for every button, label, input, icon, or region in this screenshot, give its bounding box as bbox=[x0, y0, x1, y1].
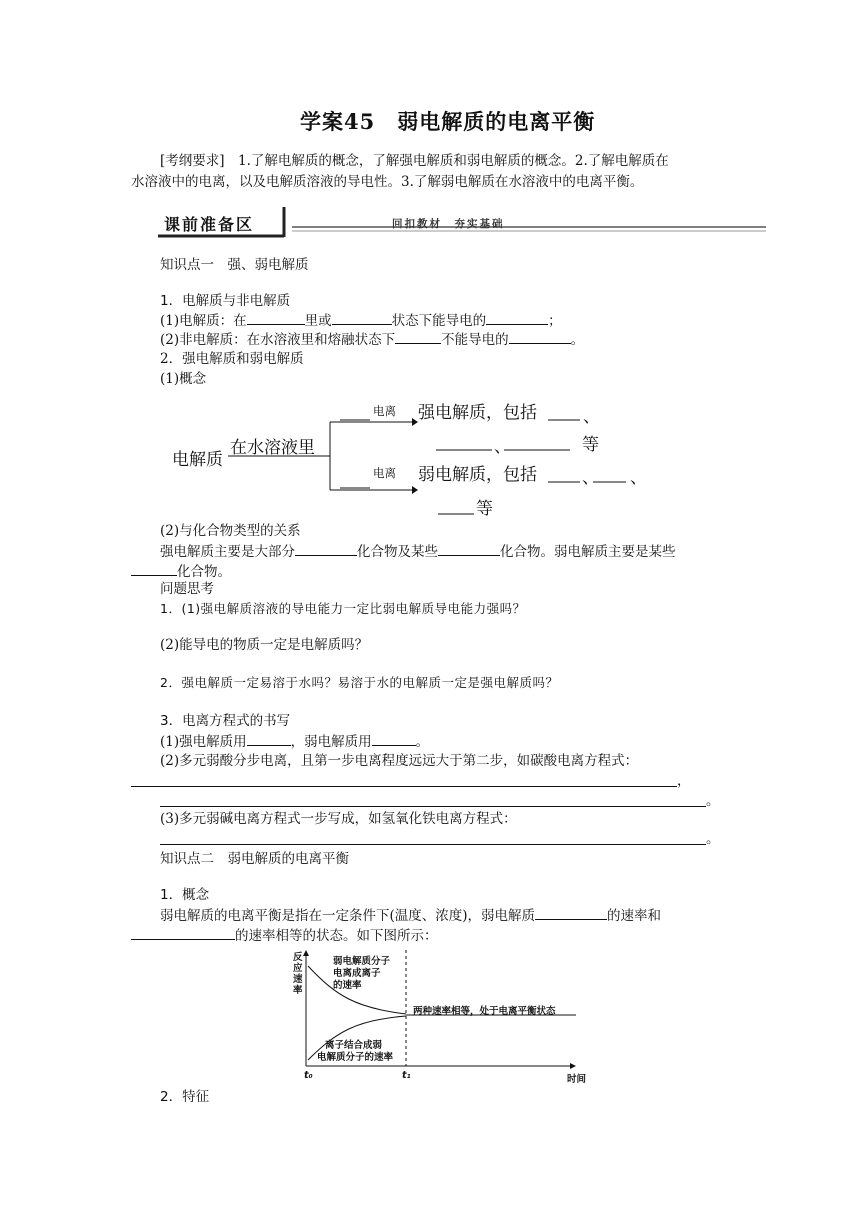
heading-concept: 1．概念 bbox=[160, 887, 210, 903]
heading-strong-weak: 2．强电解质和弱电解质 bbox=[160, 351, 304, 367]
diagram-sep: 、 bbox=[630, 468, 647, 488]
concept-part-c: 的速率相等的状态。如下图所示： bbox=[235, 928, 438, 944]
diagram-sep: 、 bbox=[583, 407, 600, 427]
heading-features: 2．特征 bbox=[160, 1089, 210, 1105]
blank-input[interactable] bbox=[395, 330, 441, 344]
item-nonelectrolyte bbox=[160, 330, 584, 349]
eq1-part-b: ，弱电解质用 bbox=[290, 734, 372, 750]
item1-part-b: 里或 bbox=[304, 313, 332, 329]
question-2: 2．强电解质一定易溶于水吗？易溶于水的电解质一定是强电解质吗？ bbox=[160, 675, 559, 690]
graph-t1: t₁ bbox=[402, 1070, 411, 1081]
eq1-part-c: 。 bbox=[415, 734, 430, 750]
concept-part-b: 的速率和 bbox=[607, 908, 662, 924]
diagram-root: 电解质 bbox=[172, 450, 223, 470]
concept-part-a: 弱电解质的电离平衡是指在一定条件下(温度、浓度)，弱电解质 bbox=[160, 908, 536, 924]
blank-input[interactable] bbox=[247, 311, 305, 325]
blank-input[interactable] bbox=[295, 542, 357, 556]
concept-label: (1)概念 bbox=[160, 371, 207, 387]
question-1a: 1．(1)强电解质溶液的导电能力一定比弱电解质导电能力强吗？ bbox=[160, 601, 526, 616]
heading-electrolyte: 1．电解质与非电解质 bbox=[160, 293, 291, 309]
diagram-etc: 等 bbox=[582, 435, 599, 455]
blank-input[interactable] bbox=[372, 732, 416, 746]
equation-3: (3)多元弱碱电离方程式一步写成，如氢氧化铁电离方程式： bbox=[160, 811, 517, 827]
graph-lower-label-1: 离子结合成弱 bbox=[325, 1040, 383, 1051]
graph-lower-label-2: 电解质分子的速率 bbox=[317, 1052, 394, 1063]
blank-input[interactable] bbox=[131, 562, 177, 576]
section2-title: 知识点二 弱电解质的电离平衡 bbox=[160, 851, 349, 867]
diagram-ionize-top: 电离 bbox=[373, 404, 396, 418]
intro-line-2: 水溶液中的电离，以及电解质溶液的导电性。3.了解弱电解质在水溶液中的电离平衡。 bbox=[131, 174, 644, 190]
relation-part-b: 化合物及某些 bbox=[357, 544, 438, 560]
diagram-strong: 强电解质，包括 bbox=[418, 403, 537, 423]
blank-input[interactable] bbox=[131, 926, 235, 940]
equation-2: (2)多元弱酸分步电离，且第一步电离程度远远大于第二步，如碳酸电离方程式： bbox=[160, 753, 639, 769]
graph-equilibrium-label: 两种速率相等，处于电离平衡状态 bbox=[413, 1006, 556, 1017]
intro-line-1: [考纲要求] 1.了解电解质的概念，了解强电解质和弱电解质的概念。2.了解电解质在 bbox=[160, 153, 669, 169]
equation-1 bbox=[160, 732, 429, 751]
item-electrolyte bbox=[160, 311, 562, 330]
question-1b: (2)能导电的物质一定是电解质吗？ bbox=[160, 637, 369, 653]
eq1-part-a: (1)强电解质用 bbox=[160, 734, 247, 750]
period: 。 bbox=[706, 831, 720, 847]
relation-part-c: 化合物。弱电解质主要是某些 bbox=[500, 544, 676, 560]
item1-part-c: 状态下能导电的 bbox=[391, 313, 487, 329]
diagram-etc: 等 bbox=[476, 499, 493, 519]
blank-input[interactable] bbox=[535, 906, 607, 920]
relation-part-d: 化合物。 bbox=[177, 564, 231, 580]
page-title: 学案45 弱电解质的电离平衡 bbox=[300, 109, 596, 134]
period: 。 bbox=[706, 793, 720, 809]
concept-line-1 bbox=[160, 906, 661, 925]
diagram-sep: 、 bbox=[582, 468, 599, 488]
diagram-weak: 弱电解质，包括 bbox=[418, 465, 537, 485]
banner-subtitle: 回扣教材 夯实基础 bbox=[392, 218, 505, 230]
relation-part-a: 强电解质主要是大部分 bbox=[160, 544, 295, 560]
blank-input[interactable] bbox=[438, 542, 500, 556]
blank-input[interactable] bbox=[486, 311, 548, 325]
answer-line[interactable] bbox=[160, 806, 706, 807]
blank-input[interactable] bbox=[509, 330, 571, 344]
graph-upper-label-2: 电离成离子 bbox=[333, 968, 381, 979]
section1-title: 知识点一 强、弱电解质 bbox=[160, 257, 309, 273]
questions-title: 问题思考 bbox=[160, 581, 214, 597]
diagram-sep: 、 bbox=[494, 437, 511, 457]
item1-part-a: (1)电解质：在 bbox=[160, 313, 247, 329]
answer-line[interactable] bbox=[160, 844, 706, 845]
item2-part-c: 。 bbox=[570, 332, 585, 348]
graph-xlabel: 时间 bbox=[567, 1074, 587, 1085]
blank-input[interactable] bbox=[247, 732, 291, 746]
diagram-condition: 在水溶液里 bbox=[230, 438, 315, 458]
diagram-ionize-bottom: 电离 bbox=[373, 466, 396, 480]
item1-part-d: ； bbox=[548, 313, 562, 329]
relation-line-2 bbox=[131, 562, 231, 581]
heading-ionization-equation: 3．电离方程式的书写 bbox=[160, 713, 291, 729]
relation-label: (2)与化合物类型的关系 bbox=[160, 523, 301, 539]
banner-label: 课前准备区 bbox=[164, 215, 255, 234]
graph-t0: t₀ bbox=[304, 1070, 313, 1081]
item2-part-a: (2)非电解质：在水溶液里和熔融状态下 bbox=[160, 332, 396, 348]
graph-upper-label-3: 的速率 bbox=[333, 980, 362, 991]
graph-upper-label-1: 弱电解质分子 bbox=[333, 956, 391, 967]
relation-line-1 bbox=[160, 542, 676, 561]
graph-ylabel: 反应速率 bbox=[293, 952, 303, 996]
answer-line[interactable] bbox=[131, 786, 677, 787]
comma: ， bbox=[677, 773, 691, 789]
item2-part-b: 不能导电的 bbox=[441, 332, 509, 348]
blank-input[interactable] bbox=[332, 311, 392, 325]
concept-line-2 bbox=[131, 926, 438, 945]
